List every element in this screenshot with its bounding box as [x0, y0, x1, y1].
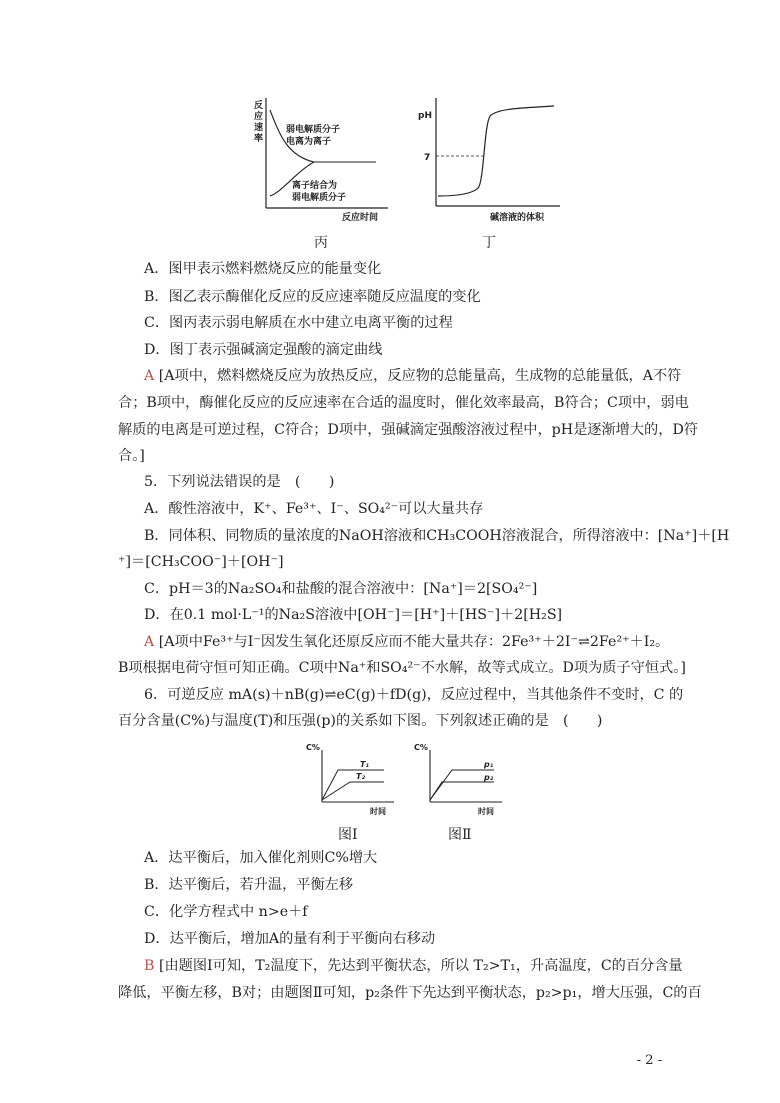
- q5-explanation-2: B项根据电荷守恒可知正确。C项中Na⁺和SO₄²⁻不水解，故等式成立。D项为质子守恒式。]: [118, 660, 686, 676]
- bing-ylabel: 反应速率: [254, 101, 264, 144]
- bing-top-label-2: 电离为离子: [286, 137, 332, 147]
- ding-ylabel: pH: [418, 111, 432, 121]
- q5-option-c: C．pH＝3的Na₂SO₄和盐酸的混合溶液中：[Na⁺]＝2[SO₄²⁻]: [144, 581, 538, 597]
- bing-top-label-1: 弱电解质分子: [286, 125, 341, 135]
- q4-exp-line-1: [A项中，燃料燃烧反应为放热反应，反应物的总能量高，生成物的总能量低，A不符: [158, 368, 682, 384]
- q4-explanation-3: 解质的电离是可逆过程，C符合；D项中，强碱滴定强酸溶液过程中，pH是逐渐增大的，D符: [118, 422, 698, 438]
- q4-explanation-4: 合。]: [118, 448, 145, 464]
- q4-option-a: A．图甲表示燃料燃烧反应的能量变化: [144, 261, 382, 277]
- fig2-ylabel: C%: [414, 743, 428, 752]
- bing-caption: 丙: [314, 235, 328, 251]
- q4-option-d: D．图丁表示强碱滴定强酸的滴定曲线: [144, 342, 383, 358]
- fig1-ylabel: C%: [306, 743, 320, 752]
- ding-tick-7: 7: [424, 153, 431, 163]
- q6-option-a: A．达平衡后，加入催化剂则C%增大: [144, 850, 378, 866]
- fig2-caption: 图Ⅱ: [448, 827, 472, 843]
- q4-option-b: B．图乙表示酶催化反应的反应速率随反应温度的变化: [144, 289, 481, 305]
- bing-xlabel: 反应时间: [342, 213, 379, 223]
- q6-explanation-1: [144, 956, 683, 976]
- bing-bottom-label-1: 离子结合为: [292, 181, 338, 191]
- q6-option-d: D．达平衡后，增加A的量有利于平衡向右移动: [144, 931, 436, 947]
- fig1-xlabel: 时间: [370, 807, 386, 816]
- q5-option-a: A．酸性溶液中，K⁺、Fe³⁺、I⁻、SO₄²⁻可以大量共存: [144, 501, 484, 517]
- fig2-curve-p2: [430, 782, 494, 800]
- ding-titration-curve: [438, 106, 554, 196]
- q5-option-d: D．在0.1 mol·L⁻¹的Na₂S溶液中[OH⁻]＝[H⁺]＋[HS⁻]＋2[H₂S]: [144, 607, 563, 623]
- figure-bing: [252, 96, 392, 224]
- q5-explanation-1: [144, 632, 669, 652]
- q4-explanation-2: 合；B项中，酶催化反应的反应速率在合适的温度时，催化效率最高，B符合；C项中，弱电: [118, 395, 689, 411]
- figure-2: [412, 740, 508, 818]
- q5-exp-line-1: [A项中Fe³⁺与I⁻因发生氧化还原反应而不能大量共存：2Fe³⁺＋2I⁻⇌2Fe²⁺＋I₂。: [158, 634, 670, 650]
- fig1-label-t2: T₂: [356, 772, 365, 781]
- fig2-label-p2: p₂: [484, 773, 494, 782]
- q6-stem-2: 百分含量(C%)与温度(T)和压强(p)的关系如下图。下列叙述正确的是 ( ): [118, 713, 603, 729]
- q6-answer: B: [144, 958, 155, 974]
- q4-option-c: C．图丙表示弱电解质在水中建立电离平衡的过程: [144, 315, 453, 331]
- q6-stem-1: 6．可逆反应 mA(s)＋nB(g)⇌eC(g)＋fD(g)，反应过程中，当其他条件不变时，C 的: [144, 687, 684, 703]
- figure-ding: [414, 96, 564, 224]
- q6-exp-line-1: [由题图Ⅰ可知，T₂温度下，先达到平衡状态，所以 T₂>T₁，升高温度，C的百分含量: [158, 958, 683, 974]
- bing-forward-curve: [270, 110, 376, 162]
- q5-answer: A: [144, 634, 155, 650]
- q4-explanation-1: [144, 366, 681, 386]
- fig1-caption: 图Ⅰ: [338, 827, 358, 843]
- q5-stem: 5．下列说法错误的是 ( ): [144, 474, 335, 490]
- fig1-curve-t2: [322, 770, 384, 800]
- q5-option-b-2: ⁺]＝[CH₃COO⁻]＋[OH⁻]: [118, 554, 284, 570]
- figure-1: [304, 740, 400, 818]
- fig1-label-t1: T₁: [360, 760, 369, 769]
- ding-xlabel: 碱溶液的体积: [490, 213, 545, 223]
- q4-answer: A: [144, 368, 155, 384]
- fig2-label-p1: p₁: [484, 760, 494, 769]
- ding-caption: 丁: [482, 235, 496, 251]
- q5-option-b-1: B．同体积、同物质的量浓度的NaOH溶液和CH₃COOH溶液混合，所得溶液中：[Na⁺]＋[H: [144, 528, 730, 544]
- q6-option-b: B．达平衡后，若升温，平衡左移: [144, 877, 354, 893]
- bing-bottom-label-2: 弱电解质分子: [292, 193, 347, 203]
- fig2-xlabel: 时间: [478, 807, 494, 816]
- q6-option-c: C．化学方程式中 n>e＋f: [144, 904, 308, 920]
- page-number: - 2 -: [636, 1053, 662, 1068]
- q6-explanation-2: 降低，平衡左移，B对；由题图Ⅱ可知，p₂条件下先达到平衡状态，p₂>p₁，增大压强，C的百: [118, 985, 702, 1001]
- fig1-curve-t1: [322, 782, 384, 800]
